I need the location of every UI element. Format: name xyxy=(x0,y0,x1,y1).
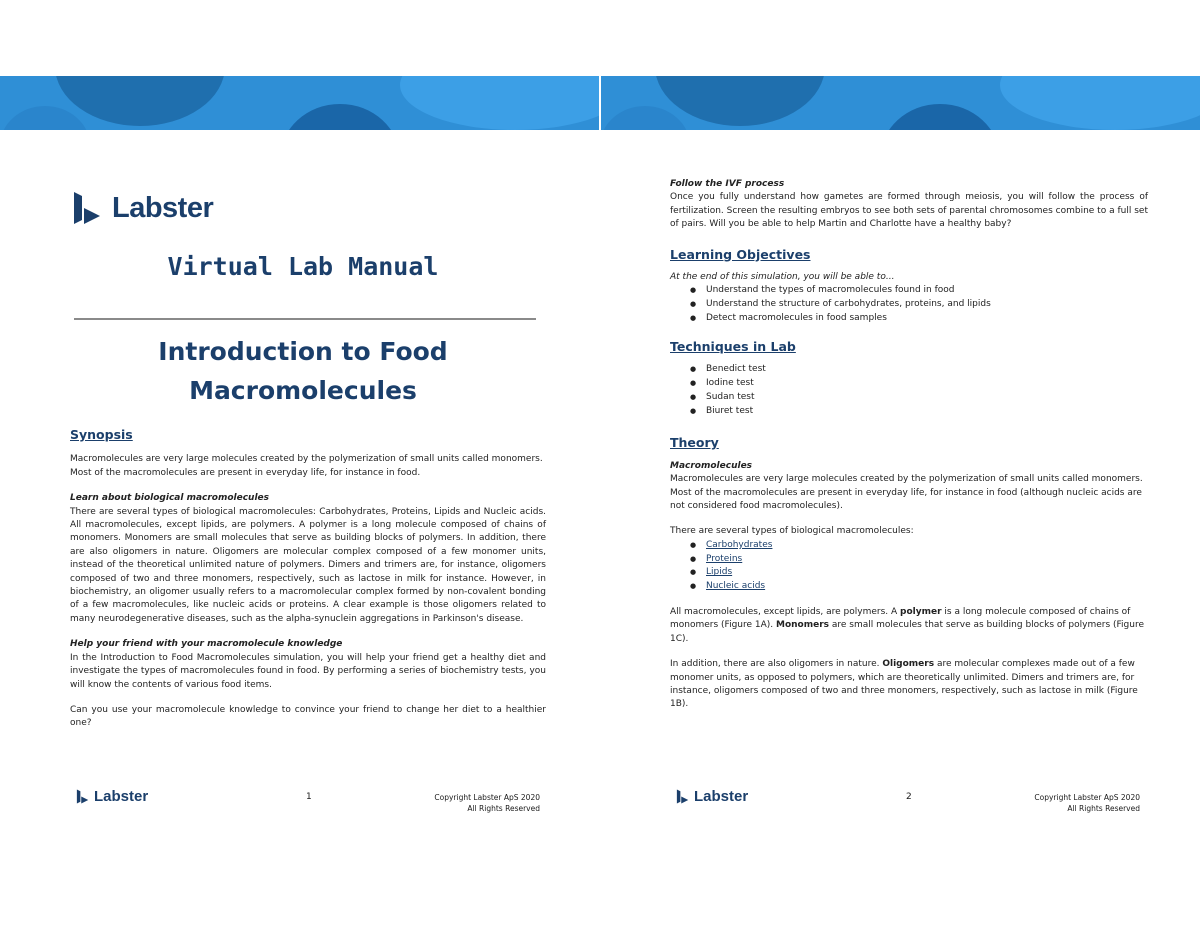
carbohydrates-link[interactable]: Carbohydrates xyxy=(706,539,773,550)
list-item[interactable] xyxy=(690,539,1148,553)
footer-wordmark: Labster xyxy=(94,788,149,805)
synopsis-text: Macromolecules are very large molecules created by the polymerization of small units called monomers. Most of the macromolecules are present in everyday life, for instance in food. xyxy=(70,454,543,478)
list-item: ● Understand the structure of carbohydrates, proteins, and lipids xyxy=(690,298,1148,312)
polymer-paragraph: All macromolecules, except lipids, are polymers. A polymer is a long molecule composed of chains of monomers (Figure 1A). Monomers are small molecules that serve as building blocks of polymers (Figure 1C). xyxy=(670,607,1145,644)
labster-logo-icon xyxy=(72,190,104,226)
proteins-link[interactable]: Proteins xyxy=(706,553,743,564)
list-item: ● Biuret test xyxy=(690,405,1148,419)
page-title xyxy=(70,332,536,410)
title-divider xyxy=(74,318,536,320)
macro-text: Macromolecules are very large molecules created by the polymerization of small units called monomers. Most of the macromolecules are present in everyday life, for instance in food (although nucleic acids are not considered food macromolecules). xyxy=(670,474,1143,512)
nucleic-acids-link[interactable]: Nucleic acids xyxy=(706,581,766,592)
page-footer xyxy=(672,788,1140,818)
list-item: ● Understand the types of macromolecules found in food xyxy=(690,284,1148,298)
learn-text: There are several types of biological macromolecules: Carbohydrates, Proteins, Lipids and Nucleic acids. All macromolecules, except lipids, are polymers. A polymer is a long molecule composed of chains of monomers. Monomers are small molecules that serve as building blocks of polymers. In addition, there are also oligomers in nature. Oligomers are molecular complex composed of a few monomer units, instead of the theoretical unlimited nature of polymers. Dimers and trimers are, for instance, oligomers composed of two and three monomers, respectively, such as lactose in milk for instance. However, in biochemistry, an oligomer usually refers to a macromolecular complex formed by non-covalent bonding of a few macromolecules, like nucleic acids or proteins. A clear example is those oligomers related to many neurodegenerative diseases, such as the alpha-synuclein aggregations in Parkinson's disease. xyxy=(70,506,546,624)
page1-body xyxy=(70,428,546,731)
objectives-list xyxy=(690,284,1148,325)
list-item[interactable] xyxy=(690,553,1148,567)
footer-logo xyxy=(76,788,148,805)
techniques-list xyxy=(690,363,1148,418)
list-item[interactable] xyxy=(690,580,1148,594)
manual-page-1 xyxy=(0,76,600,836)
copyright: Copyright Labster ApS 2020 All Rights Reserved xyxy=(434,793,540,813)
question-text: Can you use your macromolecule knowledge to convince your friend to change her diet to a healthier one? xyxy=(70,704,546,729)
page-footer xyxy=(72,788,540,818)
objectives-intro: At the end of this simulation, you will be able to... xyxy=(670,272,895,283)
footer-wordmark: Labster xyxy=(694,788,749,805)
ivf-text: Once you fully understand how gametes are formed through meiosis, you will follow the process of fertilization. Screen the resulting embryos to see both sets of parental chromosomes combine to a full set of pairs. Will you be able to help Martin and Charlotte have a healthy baby? xyxy=(670,192,1148,230)
copyright: Copyright Labster ApS 2020 All Rights Reserved xyxy=(1034,793,1140,813)
page-title-line1: Introduction to Food xyxy=(158,337,448,366)
page-number: 2 xyxy=(906,792,912,802)
page2-body xyxy=(670,178,1148,712)
lipids-link[interactable]: Lipids xyxy=(706,567,733,578)
manual-page-2 xyxy=(600,76,1200,836)
theory-heading: Theory xyxy=(670,435,719,451)
logo-wordmark: Labster xyxy=(112,191,214,224)
list-item: ● Sudan test xyxy=(690,391,1148,405)
ivf-heading: Follow the IVF process xyxy=(670,179,785,189)
list-item[interactable] xyxy=(690,566,1148,580)
help-text: In the Introduction to Food Macromolecules simulation, you will help your friend get a healthy diet and investigate the types of macromolecules found in food. By performing a series of biochemistry tests, you will know the contents of various food items. xyxy=(70,652,546,690)
header-banner xyxy=(600,76,1200,130)
learn-heading: Learn about biological macromolecules xyxy=(70,493,270,504)
types-list xyxy=(690,539,1148,594)
header-banner xyxy=(0,76,600,130)
list-item: ● Benedict test xyxy=(690,363,1148,377)
objectives-heading: Learning Objectives xyxy=(670,246,811,262)
list-item: ● Detect macromolecules in food samples xyxy=(690,312,1148,326)
manual-title: Virtual Lab Manual xyxy=(167,252,439,281)
oligomer-paragraph: In addition, there are also oligomers in nature. Oligomers are molecular complexes made out of a few monomer units, as opposed to polymers, which are theoretically unlimited. Dimers and trimers are, for instance, oligomers composed of two and three monomers, respectively, such as lactose in milk (Figure 1B). xyxy=(670,659,1138,710)
footer-logo xyxy=(676,788,748,805)
labster-logo-icon xyxy=(676,788,690,805)
page-number: 1 xyxy=(306,792,312,802)
page-separator xyxy=(599,76,601,130)
list-item: ● Iodine test xyxy=(690,377,1148,391)
techniques-heading: Techniques in Lab xyxy=(670,338,796,354)
help-heading: Help your friend with your macromolecule knowledge xyxy=(70,639,343,650)
synopsis-heading: Synopsis xyxy=(70,427,133,442)
macro-heading: Macromolecules xyxy=(670,460,753,471)
labster-logo xyxy=(72,190,213,226)
page-title-line2: Macromolecules xyxy=(189,376,417,405)
types-intro: There are several types of biological macromolecules: xyxy=(670,526,914,537)
labster-logo-icon xyxy=(76,788,90,805)
